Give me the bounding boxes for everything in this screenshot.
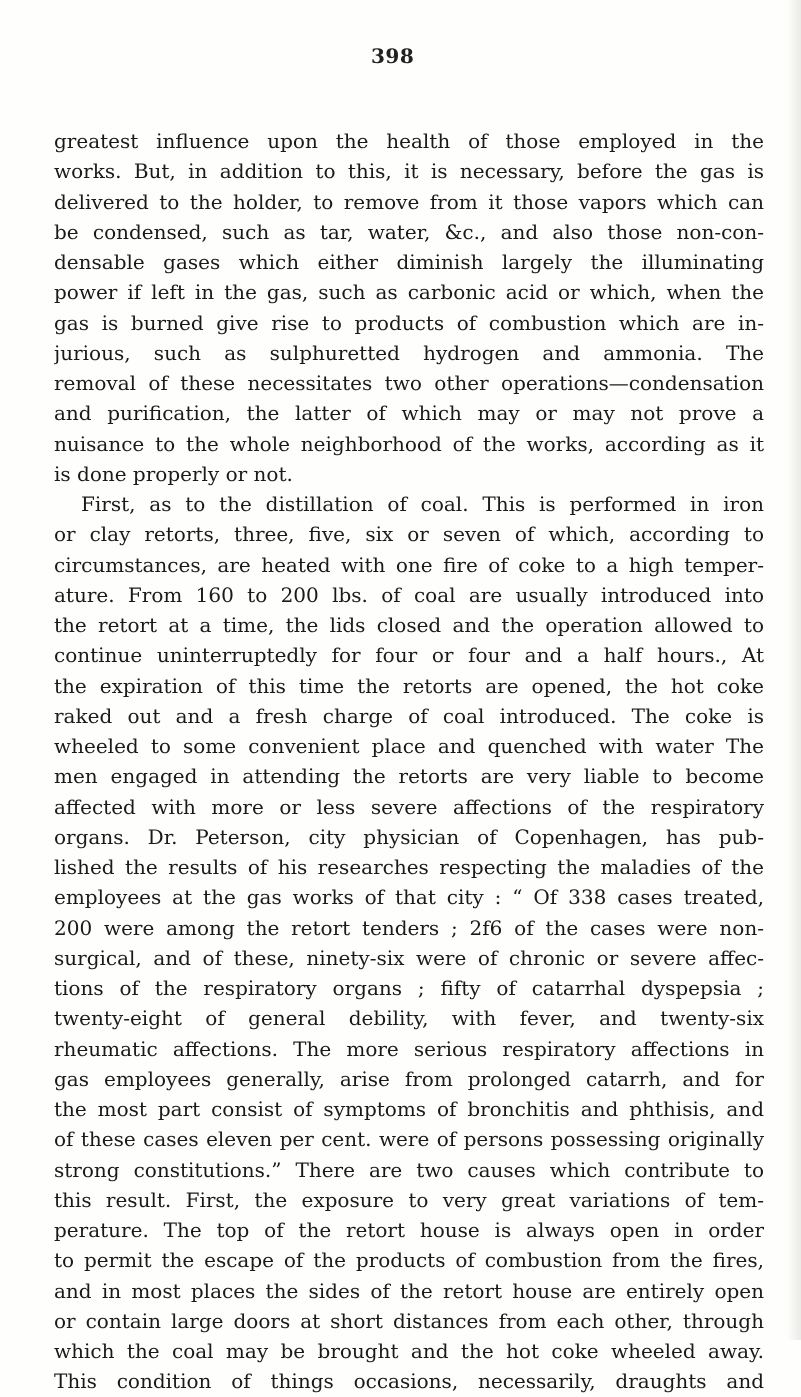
- text-line: affected with more or less severe affections of the respiratory: [54, 794, 764, 819]
- text-line: the expiration of this time the retorts are opened, the hot coke: [54, 673, 764, 698]
- text-line: this result. First, the exposure to very great variations of tem-: [54, 1187, 764, 1212]
- text-line: twenty-eight of general debility, with fever, and twenty-six: [54, 1006, 764, 1031]
- text-line: densable gases which either diminish largely the illuminating: [54, 250, 764, 274]
- text-line: delivered to the holder, to remove from it those vapors which can: [54, 189, 764, 214]
- text-line: men engaged in attending the retorts are very liable to become: [54, 764, 764, 789]
- text-line: continue uninterruptedly for four or four and a half hours., At: [54, 643, 764, 668]
- text-line: strong constitutions.” There are two causes which contribute to: [54, 1157, 764, 1182]
- text-line: wheeled to some convenient place and quenched with water The: [54, 734, 764, 758]
- text-line: greatest influence upon the health of those employed in the: [54, 129, 764, 153]
- text-line: jurious, such as sulphuretted hydrogen and ammonia. The: [54, 340, 764, 365]
- text-line: is done properly or not.: [54, 461, 293, 486]
- text-line: which the coal may be brought and the hot coke wheeled away.: [54, 1339, 764, 1363]
- text-line: perature. The top of the retort house is always open in order: [54, 1218, 764, 1242]
- body-text: [54, 126, 764, 1397]
- text-line: gas employees generally, arise from prolonged catarrh, and for: [54, 1066, 764, 1091]
- text-line: and purification, the latter of which may or may not prove a: [54, 401, 764, 426]
- text-line: gas is burned give rise to products of combustion which are in-: [54, 310, 764, 335]
- text-line: the most part consist of symptoms of bronchitis and phthisis, and: [54, 1097, 764, 1121]
- text-line: ature. From 160 to 200 lbs. of coal are usually introduced into: [54, 582, 764, 607]
- text-line: and in most places the sides of the retort house are entirely open: [54, 1278, 764, 1303]
- text-line: or contain large doors at short distances from each other, through: [54, 1308, 764, 1333]
- text-line: surgical, and of these, ninety-six were of chronic or severe affec-: [54, 945, 764, 970]
- text-line: This condition of things occasions, necessarily, draughts and: [54, 1369, 764, 1394]
- text-line: lished the results of his researches respecting the maladies of the: [54, 855, 764, 879]
- text-line: employees at the gas works of that city : “ Of 338 cases treated,: [54, 885, 764, 910]
- text-line: nuisance to the whole neighborhood of the works, according as it: [54, 431, 764, 456]
- text-line: or clay retorts, three, five, six or seven of which, according to: [54, 522, 764, 547]
- text-line: removal of these necessitates two other operations—condensation: [54, 371, 764, 395]
- text-line: of these cases eleven per cent. were of persons possessing originally: [54, 1127, 764, 1152]
- text-line: circumstances, are heated with one fire of coke to a high temper-: [54, 552, 764, 577]
- text-line: be condensed, such as tar, water, &c., and also those non-con-: [54, 219, 764, 244]
- text-line: the retort at a time, the lids closed and the operation allowed to: [54, 613, 764, 637]
- text-line: 200 were among the retort tenders ; 2f6 of the cases were non-: [54, 915, 764, 940]
- text-line: raked out and a fresh charge of coal introduced. The coke is: [54, 703, 764, 728]
- text-line: rheumatic affections. The more serious respiratory affections in: [54, 1036, 764, 1061]
- text-line: tions of the respiratory organs ; fifty of catarrhal dyspepsia ;: [54, 976, 764, 1000]
- page-number: 398: [371, 44, 415, 68]
- text-line: organs. Dr. Peterson, city physician of Copenhagen, has pub-: [54, 824, 764, 849]
- text-line: works. But, in addition to this, it is necessary, before the gas is: [54, 159, 764, 184]
- text-line: First, as to the distillation of coal. This is performed in iron: [81, 492, 764, 516]
- text-line: power if left in the gas, such as carbonic acid or which, when the: [54, 280, 764, 305]
- page-edge-shadow: [787, 0, 801, 1340]
- text-line: to permit the escape of the products of combustion from the fires,: [54, 1248, 764, 1273]
